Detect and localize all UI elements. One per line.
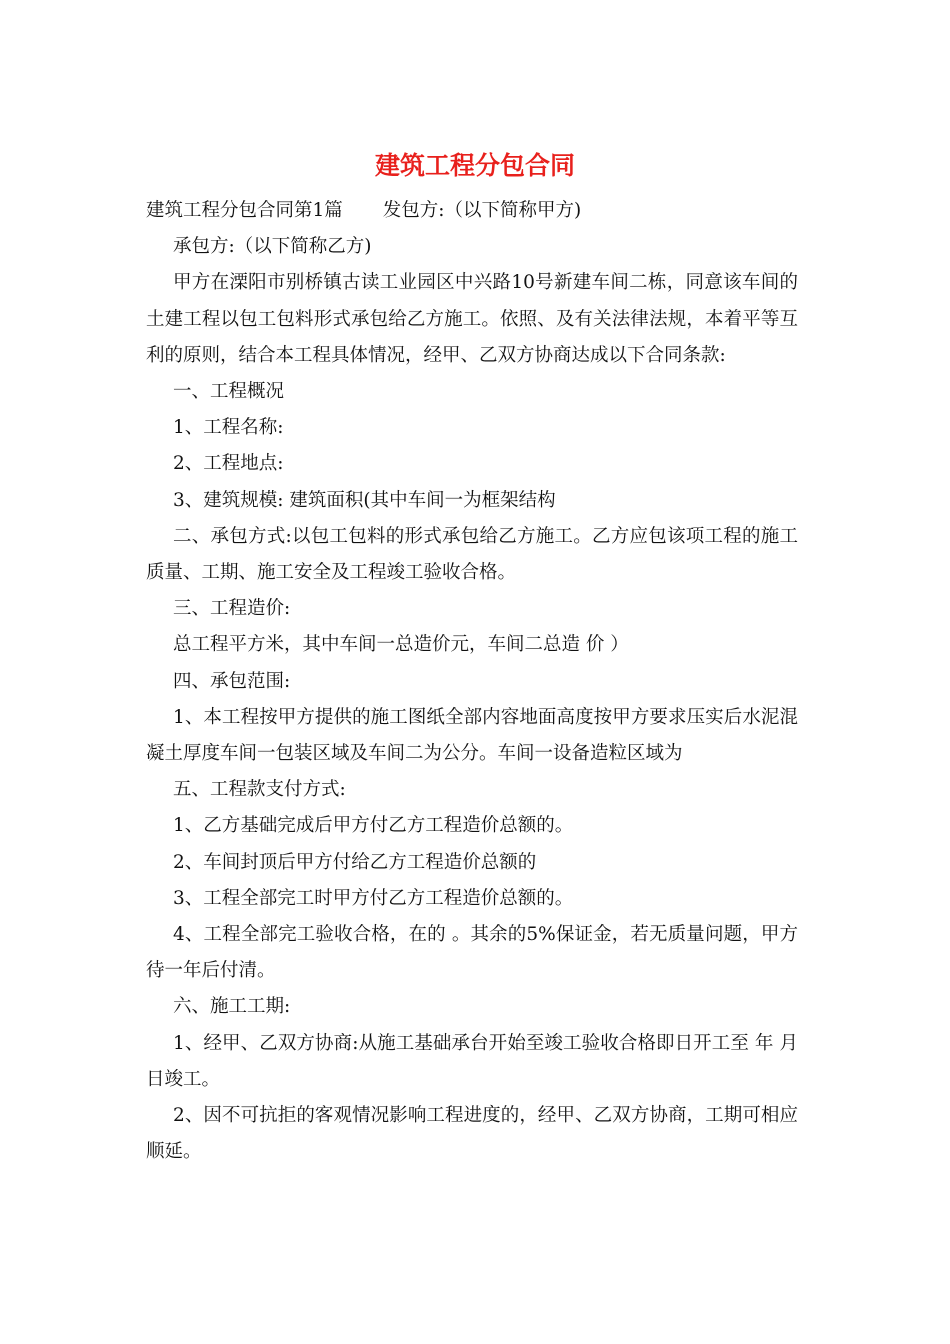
paragraph: 3、工程全部完工时甲方付乙方工程造价总额的。 (173, 887, 574, 909)
paragraph: 4、工程全部完工验收合格，在的 。其余的5%保证金，若无质量问题，甲方待一年后付清。 (146, 924, 798, 982)
paragraph: 总工程平方米，其中车间一总造价元，车间二总造 价 ） (173, 634, 629, 656)
paragraph: 2、工程地点: (173, 453, 284, 475)
section-heading: 三、工程造价: (173, 598, 291, 620)
employer-line: 发包方:（以下简称甲方) (382, 200, 582, 221)
paragraph: 甲方在溧阳市别桥镇古读工业园区中兴路10号新建车间二栋，同意该车间的土建工程以包工包料形式承包给乙方施工。依照、及有关法律法规，本着平等互利的原则，结合本工程具体情况，经甲、乙双方协商达成以下合同条款: (146, 272, 798, 366)
paragraph: 3、建筑规模: 建筑面积(其中车间一为框架结构 (173, 489, 556, 511)
paragraph: 二、承包方式:以包工包料的形式承包给乙方施工。乙方应包该项工程的施工质量、工期、施工安全及工程竣工验收合格。 (146, 525, 798, 584)
section-heading: 一、工程概况 (173, 381, 285, 403)
paragraph: 1、乙方基础完成后甲方付乙方工程造价总额的。 (173, 815, 574, 837)
section-heading: 六、施工工期: (173, 996, 291, 1018)
paragraph: 1、本工程按甲方提供的施工图纸全部内容地面高度按甲方要求压实后水泥混凝土厚度车间一包装区域及车间二为公分。车间一设备造粒区域为 (146, 706, 798, 765)
document-title: 建筑工程分包合同 (374, 151, 575, 180)
contract-section-label: 建筑工程分包合同第1篇 (146, 200, 343, 221)
header-line (146, 193, 798, 229)
section-heading: 五、工程款支付方式: (173, 779, 346, 801)
paragraph: 2、车间封顶后甲方付给乙方工程造价总额的 (173, 851, 537, 873)
paragraph: 2、因不可抗拒的客观情况影响工程进度的，经甲、乙双方协商，工期可相应顺延。 (146, 1105, 798, 1163)
section-heading: 四、承包范围: (173, 670, 291, 692)
paragraph: 承包方:（以下简称乙方) (173, 236, 372, 258)
paragraph: 1、经甲、乙双方协商:从施工基础承台开始至竣工验收合格即日开工至 年 月 日竣工。 (146, 1032, 798, 1090)
document-body (146, 193, 798, 1170)
paragraph: 1、工程名称: (173, 417, 284, 439)
